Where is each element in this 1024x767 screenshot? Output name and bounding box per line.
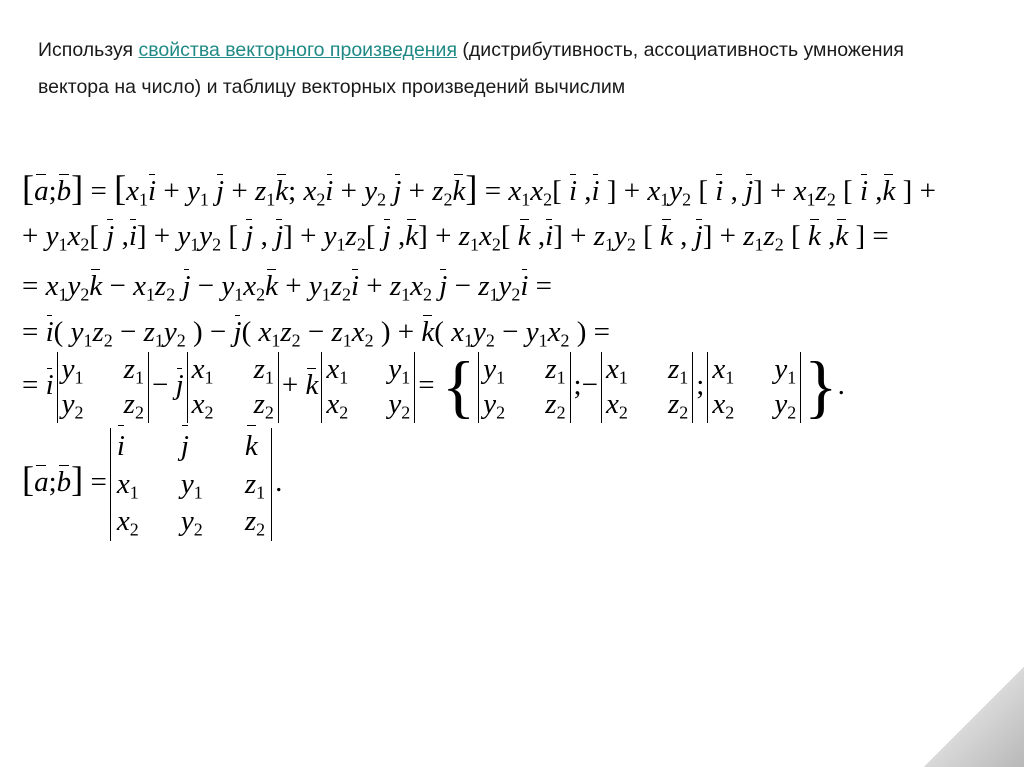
determinant-xz: $x_1$ $z_1$ $x_2$ $z_2$: [187, 352, 279, 423]
determinant-xy: $x_1$ $y_1$ $x_2$ $y_2$: [321, 352, 415, 423]
formula-line-3: = $x_1y_2k - x_1z_2$ $j - y_1x_2k + y_1z_2i + z_1x_2$ $j - z_1y_2i$ =: [22, 270, 553, 305]
determinant-yz: $y_1$ $z_1$ $y_2$ $z_2$: [57, 352, 149, 423]
coordinate-determinant-1: $y_1$ $z_1$ $y_2$ $z_2$: [478, 352, 570, 423]
coordinate-determinant-2: $x_1$ $z_1$ $x_2$ $z_2$: [601, 352, 693, 423]
page-corner-decoration: [924, 667, 1024, 767]
formula-line-2: + $y_1x_2$[ j $,i] + y_1y_2$ [ j , $j] + y_1z_2$[ j $,k] + z_1x_2$[ k $,i] + z_1y_2$ [ k , $j] + z_1z_2$ [ k ,k ] =: [22, 220, 889, 255]
formula-line-4: = i( $y_1z_2 - z_1y_2$ ) − j( $x_1z_2 - z_1x_2$ ) + k( $x_1y_2 - y_1x_2$ ) =: [22, 316, 610, 351]
formula-line-1: [a;b] = [$x_1i + y_1$ $j + z_1k$; $x_2i + y_2$ $j + z_2k] = x_1x_2$[ i ,i ] + $x_1y_2$ [ i , $j] + x_1z_2$ [ i ,k ] +: [22, 168, 936, 210]
intro-text-before: Используя: [38, 39, 139, 61]
determinant-3x3: i j k $x_1$ $y_1$ $z_1$ $x_2$ $y_2$ $z_2$: [110, 428, 272, 541]
intro-text-after: (дистрибутивность, ассоциативность умножения вектора на число) и таблицу векторных произведений вычислим: [38, 39, 904, 98]
intro-paragraph: [38, 32, 918, 106]
formula-line-5: = i $y_1$ $z_1$ $y_2$ $z_2$ − j $x_1$ $z_1$ $x_2$ $z_2$ + k $x_1$ $y_1$ $x_2$ $y_2$ = { $y_1$ $z_1$ $y_2$ $z_2$ ;− $x_1$ $z_1$ $x_2$ $z_2$ ; $x_1$ $y_1$ $x_2$ $y_2$ }.: [22, 348, 845, 426]
formula-line-6: [a;b] = i j k $x_1$ $y_1$ $z_1$ $x_2$ $y_2$ $z_2$ .: [22, 430, 283, 540]
properties-link[interactable]: свойства векторного произведения: [138, 39, 458, 61]
coordinate-determinant-3: $x_1$ $y_1$ $x_2$ $y_2$: [707, 352, 801, 423]
